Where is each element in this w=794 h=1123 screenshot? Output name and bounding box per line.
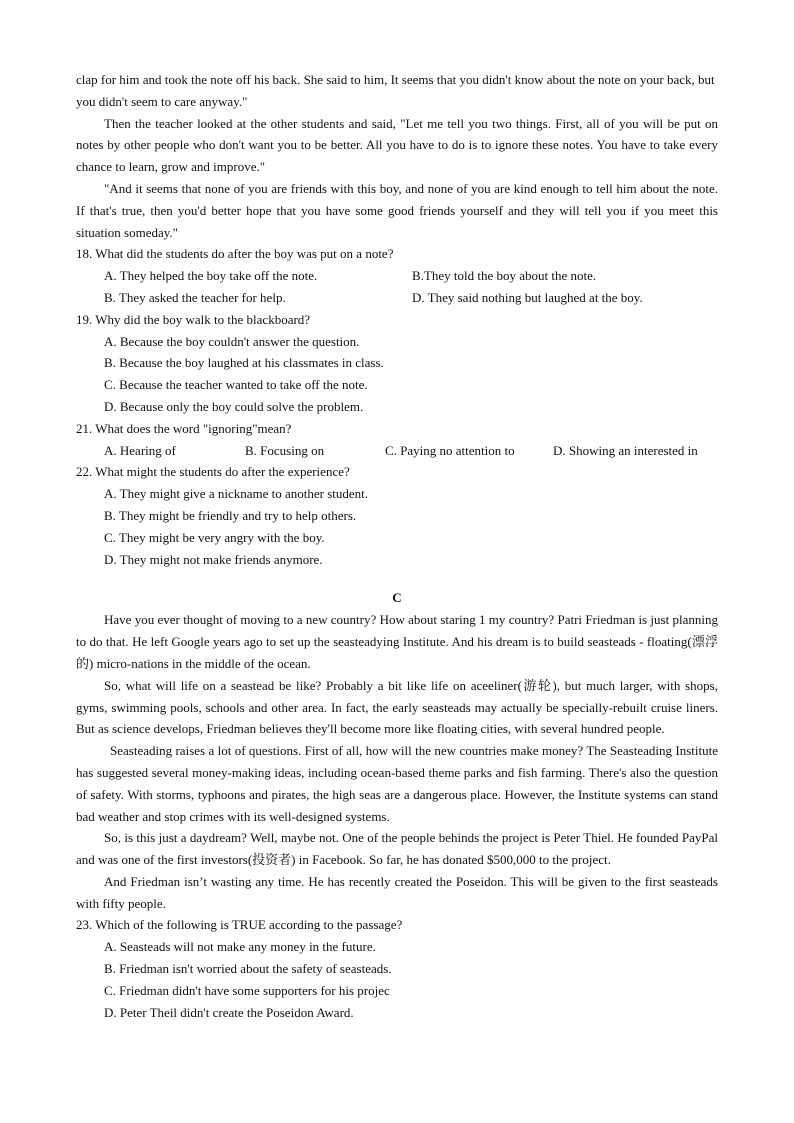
- option-d: D. Peter Theil didn't create the Poseidon Award.: [104, 1004, 354, 1020]
- option-b: B. Friedman isn't worried about the safety of seasteads.: [104, 961, 392, 977]
- option-row: [76, 265, 718, 287]
- paragraph: So, what will life on a seastead be like? Probably a bit like life on aceeliner(游轮), but much larger, with shops, gyms, swimming pools, schools and other area. In fact, the early seasteads may actually be specially-rebuilt cruise liners. But as science develops, Friedman believes they'll become more like floating cities, with several hundred people.: [76, 677, 718, 737]
- option-c: B. They asked the teacher for help.: [104, 289, 286, 305]
- question-stem: 19. Why did the boy walk to the blackboard?: [76, 311, 311, 327]
- question-stem: 23. Which of the following is TRUE according to the passage?: [76, 917, 403, 933]
- paragraph: Then the teacher looked at the other students and said, "Let me tell you two things. First, all of you will be put on notes by other people who don't want you to be better. All you have to do is to ignore these notes. You have to take every chance to learn, grow and improve.": [76, 115, 718, 175]
- option-c: C. Paying no attention to: [385, 442, 515, 458]
- paragraph: And Friedman isn’t wasting any time. He has recently created the Poseidon. This will be given to the first seasteads with fifty people.: [76, 873, 718, 911]
- option-d: D. Because only the boy could solve the problem.: [104, 398, 364, 414]
- option-b: B.They told the boy about the note.: [412, 268, 597, 284]
- option-row: [76, 440, 718, 462]
- question-stem: 18. What did the students do after the boy was put on a note?: [76, 246, 394, 262]
- paragraph: clap for him and took the note off his back. She said to him, It seems that you didn't know about the note on your back, but you didn't seem to care anyway.": [76, 72, 715, 109]
- option-d: D. They said nothing but laughed at the boy.: [412, 289, 643, 305]
- paragraph: Seasteading raises a lot of questions. First of all, how will the new countries make money? The Seasteading Institute has suggested several money-making ideas, including ocean-based theme parks and fish farming. There's also the question of safety. With storms, typhoons and pirates, the high seas are a dangerous place. However, the Institute systems can stand bad weather and stop crimes with its well-designed systems.: [76, 743, 718, 824]
- option-a: A. Hearing of: [104, 442, 176, 458]
- option-row: [76, 287, 718, 309]
- option-a: A. They might give a nickname to another student.: [104, 486, 369, 502]
- question-stem: 21. What does the word "ignoring"mean?: [76, 420, 292, 436]
- paragraph: "And it seems that none of you are friends with this boy, and none of you are kind enough to tell him about the note. If that's true, then you'd better hope that you have some good friends yourself and they will tell you if you meet this situation someday.": [76, 180, 718, 240]
- option-b: B. They might be friendly and try to help others.: [104, 507, 357, 523]
- paragraph: So, is this just a daydream? Well, maybe not. One of the people behinds the project is Peter Thiel. He founded PayPal and was one of the first investors(投资者) in Facebook. So far, he has donated $500,000 to the project.: [76, 830, 718, 868]
- option-d: D. Showing an interested in: [553, 442, 698, 458]
- option-c: C. Friedman didn't have some supporters for his projec: [104, 982, 390, 998]
- option-b: B. Because the boy laughed at his classmates in class.: [104, 355, 384, 371]
- paragraph: Have you ever thought of moving to a new country? How about staring 1 my country? Patri Friedman is just planning to do that. He left Google years ago to set up the seasteadying Institute. And his dream is to build seasteads - floating(漂浮的) micro-nations in the middle of the ocean.: [76, 612, 718, 671]
- document-page: [76, 69, 718, 1023]
- option-c: C. They might be very angry with the boy.: [104, 529, 325, 545]
- option-a: A. Because the boy couldn't answer the question.: [104, 333, 360, 349]
- section-title: C: [392, 590, 402, 606]
- option-d: D. They might not make friends anymore.: [104, 551, 323, 567]
- option-b: B. Focusing on: [245, 442, 325, 458]
- option-c: C. Because the teacher wanted to take off the note.: [104, 377, 368, 393]
- question-stem: 22. What might the students do after the experience?: [76, 464, 350, 480]
- option-a: A. Seasteads will not make any money in the future.: [104, 939, 376, 955]
- option-a: A. They helped the boy take off the note.: [104, 268, 318, 284]
